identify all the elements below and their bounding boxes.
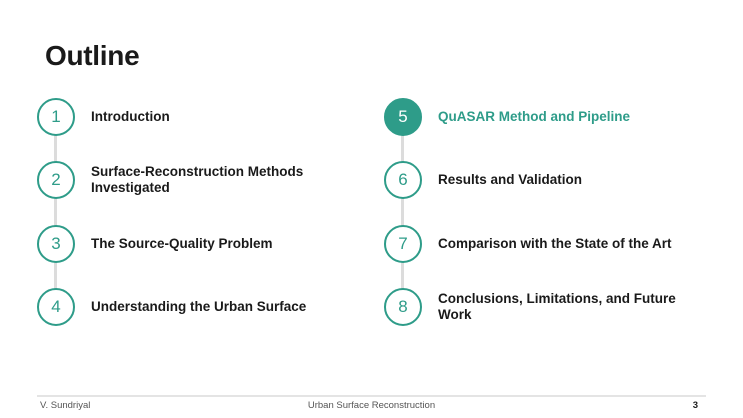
- item-number-badge: 4: [37, 288, 75, 326]
- outline-item-2: [37, 161, 357, 201]
- item-number-badge: 8: [384, 288, 422, 326]
- footer-author: V. Sundriyal: [40, 400, 91, 411]
- outline-item-6: [384, 161, 704, 201]
- item-number-badge: 2: [37, 161, 75, 199]
- item-label-active: QuASAR Method and Pipeline: [438, 109, 631, 124]
- footer-title: Urban Surface Reconstruction: [307, 400, 436, 411]
- item-number-badge: 7: [384, 225, 422, 263]
- item-label: Surface-Reconstruction Methods Investigated: [91, 164, 304, 195]
- page-number: 3: [692, 400, 698, 411]
- item-label: Introduction: [91, 109, 170, 124]
- item-number-badge: 1: [37, 98, 75, 136]
- item-label: The Source-Quality Problem: [91, 236, 273, 251]
- outline-column-right: [384, 98, 714, 328]
- timeline-connector: [54, 118, 57, 308]
- timeline-connector: [401, 118, 404, 308]
- item-number-badge: 3: [37, 225, 75, 263]
- outline-item-8: [384, 288, 704, 328]
- footer-divider: [37, 395, 706, 397]
- outline-item-4: [37, 288, 357, 328]
- item-number-badge-active: 5: [384, 98, 422, 136]
- item-label: Comparison with the State of the Art: [438, 236, 672, 251]
- outline-item-3: [37, 225, 357, 265]
- outline-item-1: [37, 98, 357, 138]
- slide-title: Outline: [45, 40, 140, 71]
- outline-item-7: [384, 225, 704, 265]
- item-label: Understanding the Urban Surface: [91, 299, 307, 314]
- outline-column-left: [37, 98, 367, 328]
- item-label: Results and Validation: [438, 172, 583, 187]
- item-number-badge: 6: [384, 161, 422, 199]
- outline-item-5-current: [384, 98, 704, 138]
- item-label: Conclusions, Limitations, and Future Work: [438, 291, 676, 322]
